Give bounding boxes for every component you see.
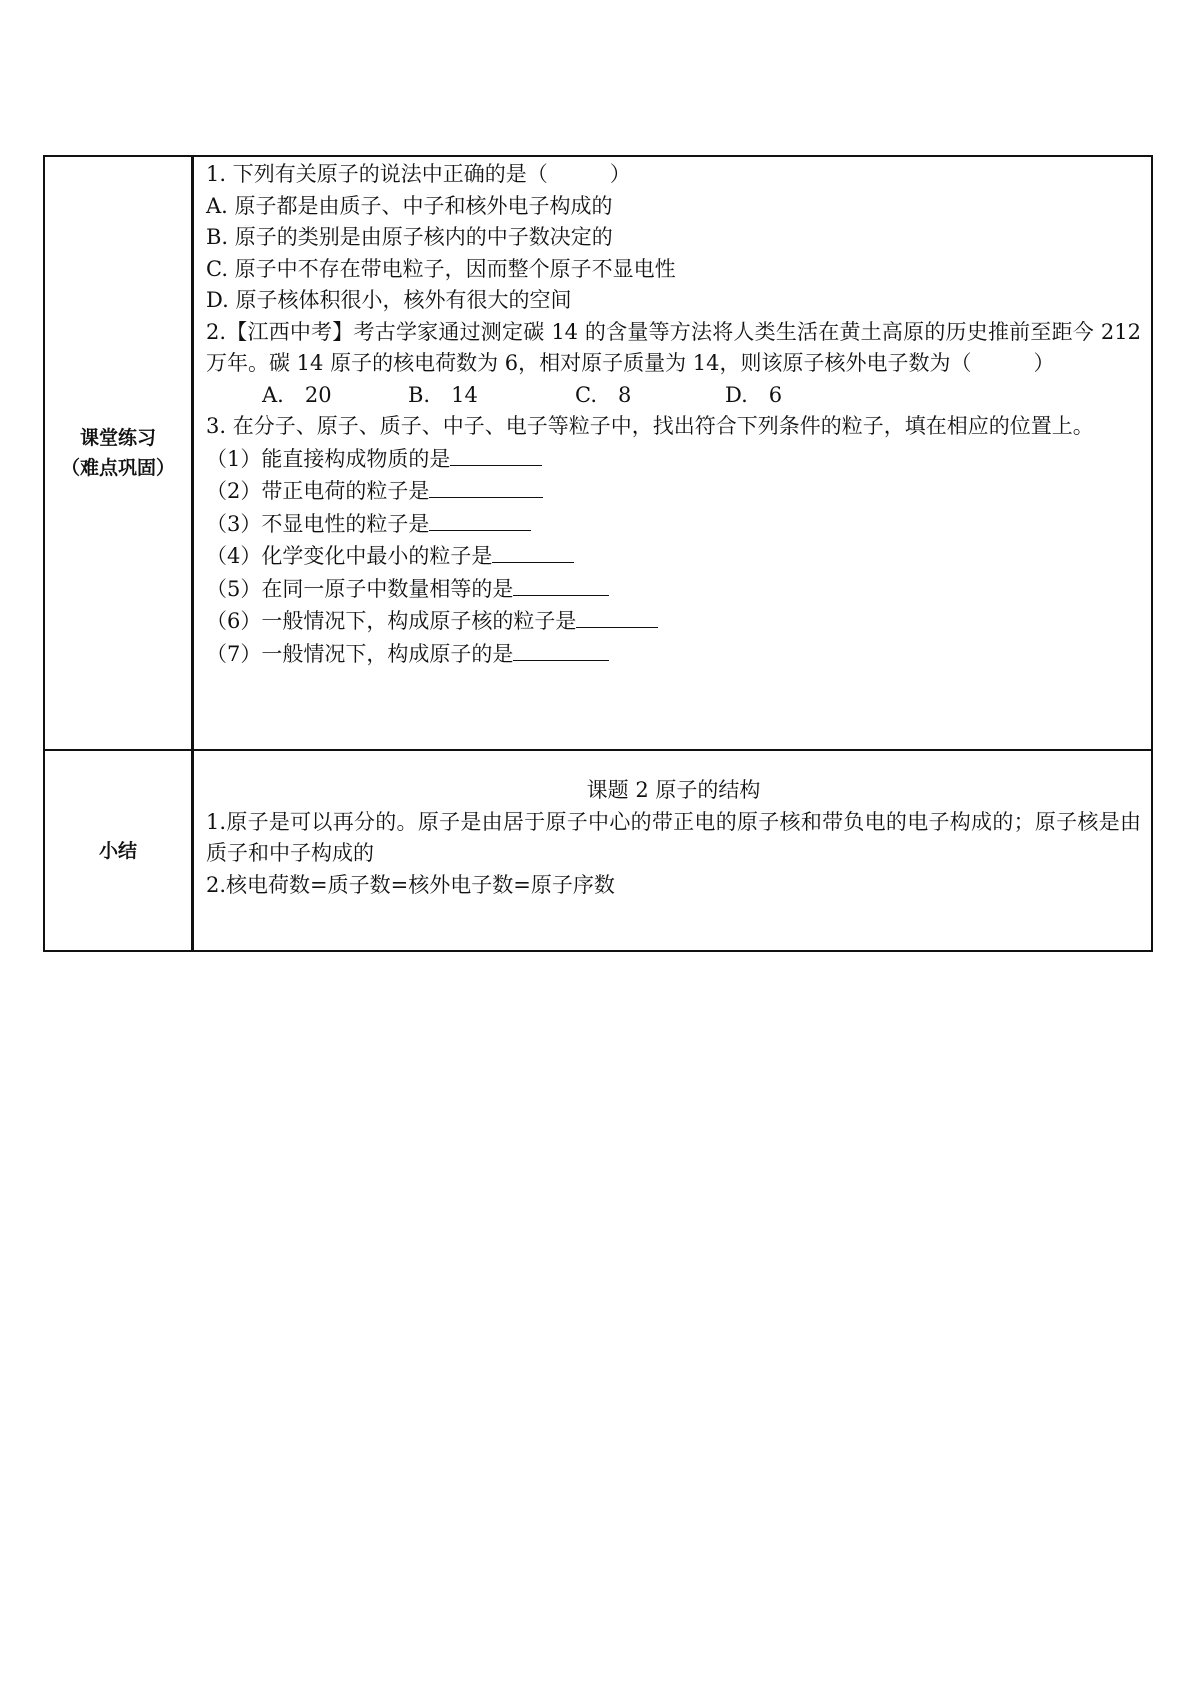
question-2-stem: 2.【江西中考】考古学家通过测定碳 14 的含量等方法将人类生活在黄土高原的历史推前至距今 212 万年。碳 14 原子的核电荷数为 6，相对原子质量为 14，则该原子核外电子数为（ ） xyxy=(206,319,1141,375)
summary-row xyxy=(44,750,1152,951)
question-3-stem: 3. 在分子、原子、质子、中子、电子等粒子中，找出符合下列条件的粒子，填在相应的位置上。 xyxy=(206,414,1094,438)
exercise-label: 课堂练习 xyxy=(79,427,156,449)
question-1-option-d: D. 原子核体积很小，核外有很大的空间 xyxy=(206,288,572,312)
lesson-table xyxy=(43,155,1153,952)
summary-content xyxy=(193,750,1153,951)
summary-point-1: 1.原子是可以再分的。原子是由居于原子中心的带正电的原子核和带负电的电子构成的；原子核是由质子和中子构成的 xyxy=(206,809,1141,865)
question-3-item-5: （5）在同一原子中数量相等的是 xyxy=(206,573,1141,606)
answer-blank[interactable] xyxy=(492,540,574,563)
question-2-option-d: D. 6 xyxy=(725,382,783,407)
summary-title: 课题 2 原子的结构 xyxy=(586,778,761,802)
answer-blank[interactable] xyxy=(513,573,609,596)
question-3-item-3: （3）不显电性的粒子是 xyxy=(206,508,1141,541)
question-2-option-a: A. 20 xyxy=(262,382,332,407)
answer-blank[interactable] xyxy=(429,508,531,531)
summary-point-2: 2.核电荷数=质子数=核外电子数=原子序数 xyxy=(206,872,615,897)
exercise-sublabel: （难点巩固） xyxy=(60,457,175,479)
answer-blank[interactable] xyxy=(576,605,658,628)
question-3-item-1: （1）能直接构成物质的是 xyxy=(206,443,1141,476)
question-2-option-c: C. 8 xyxy=(575,382,632,407)
answer-blank[interactable] xyxy=(513,638,609,661)
question-2-option-b: B. 14 xyxy=(408,382,478,407)
question-3-item-2: （2）带正电荷的粒子是 xyxy=(206,475,1141,508)
question-1-stem: 1. 下列有关原子的说法中正确的是（ ） xyxy=(206,162,631,186)
answer-blank[interactable] xyxy=(450,443,542,466)
question-2-options xyxy=(206,380,1141,412)
summary-label-cell xyxy=(44,750,193,951)
question-1-option-a: A. 原子都是由质子、中子和核外电子构成的 xyxy=(206,193,613,218)
question-1-option-b: B. 原子的类别是由原子核内的中子数决定的 xyxy=(206,225,613,249)
question-1-option-c: C. 原子中不存在带电粒子，因而整个原子不显电性 xyxy=(206,256,676,281)
question-3-item-7: （7）一般情况下，构成原子的是 xyxy=(206,638,1141,671)
question-3-item-4: （4）化学变化中最小的粒子是 xyxy=(206,540,1141,573)
question-3-item-6: （6）一般情况下，构成原子核的粒子是 xyxy=(206,605,1141,638)
answer-blank[interactable] xyxy=(429,475,543,498)
exercise-row xyxy=(44,156,1152,750)
exercise-label-cell xyxy=(44,156,193,750)
summary-label: 小结 xyxy=(98,839,137,862)
exercise-content xyxy=(193,156,1153,750)
